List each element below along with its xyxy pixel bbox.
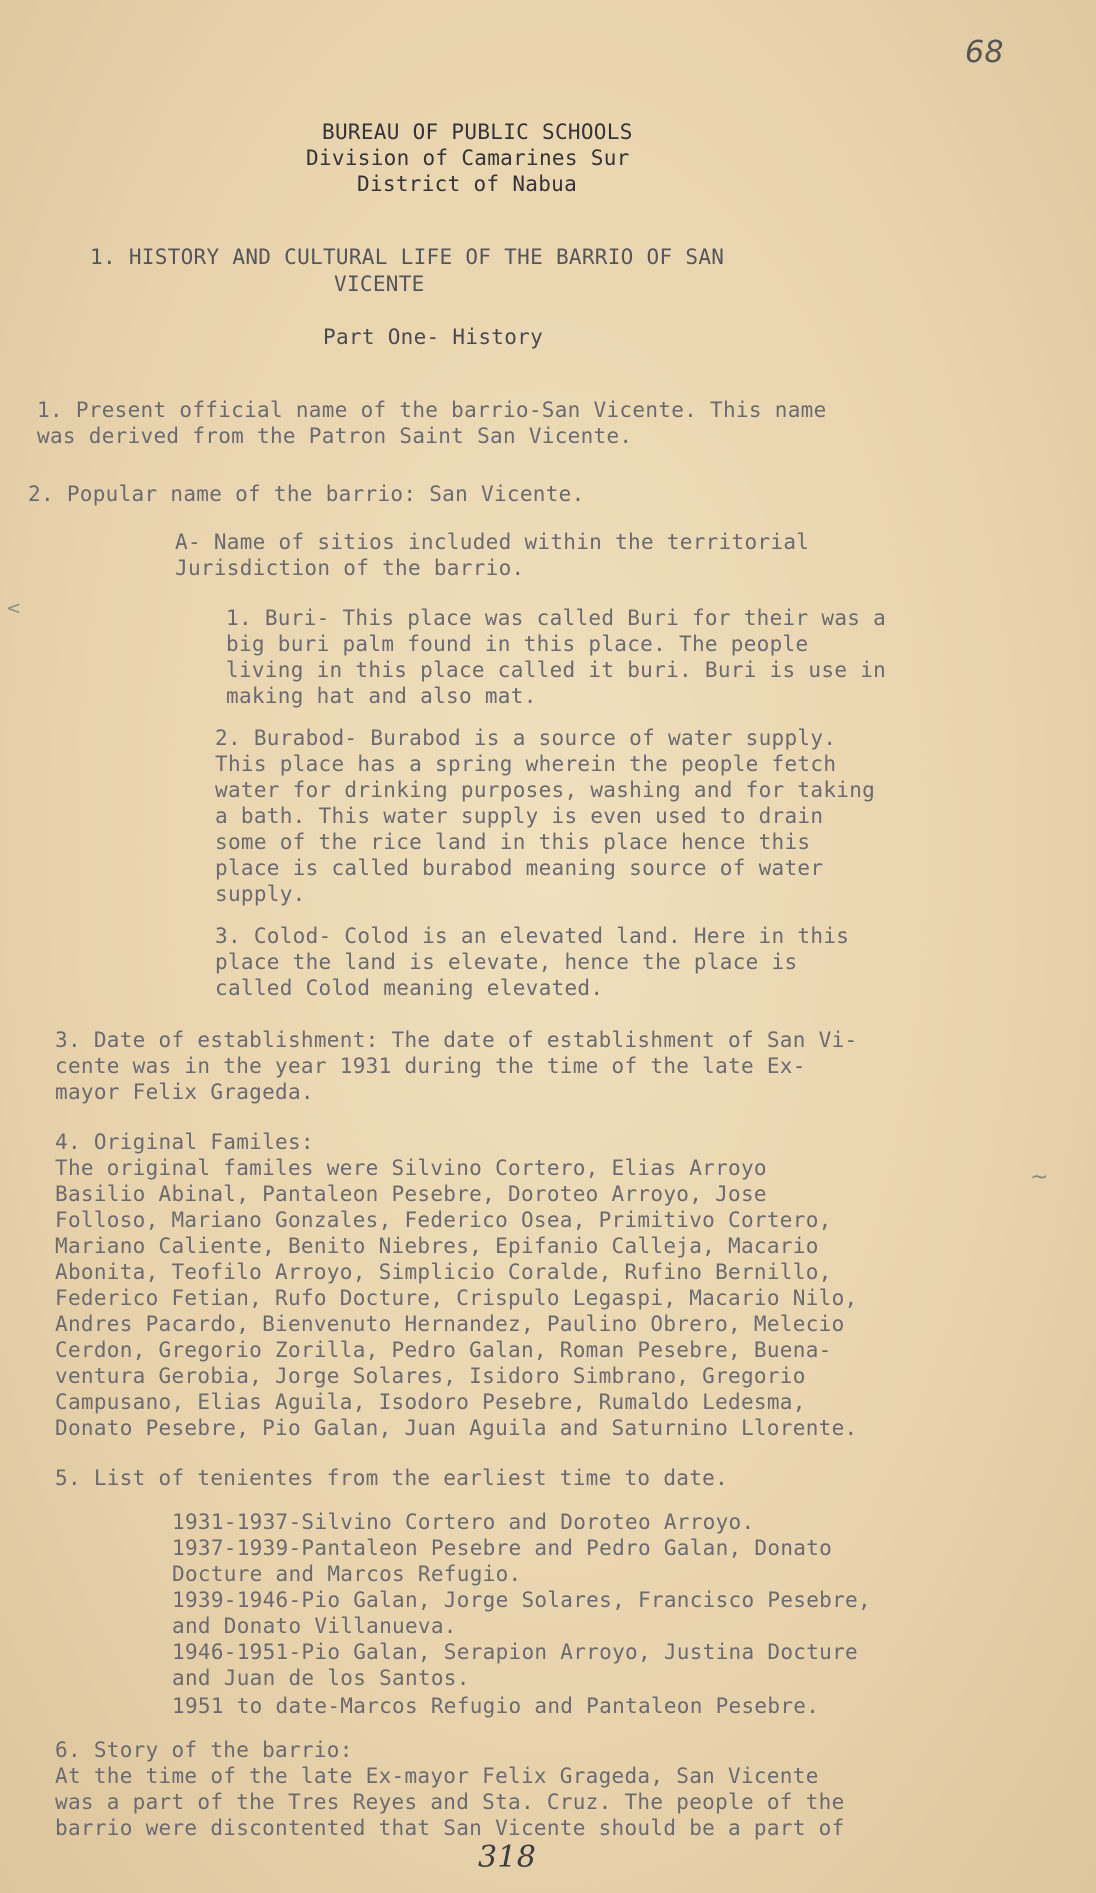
item3-line: 3. Date of establishment: The date of establishment of San Vi- bbox=[55, 1028, 858, 1052]
sitio1-line: living in this place called it buri. Buri is use in bbox=[226, 658, 887, 682]
item4-line: Donato Pesebre, Pio Galan, Juan Aguila and Saturnino Llorente. bbox=[55, 1416, 858, 1440]
item1-line: was derived from the Patron Saint San Vicente. bbox=[37, 424, 633, 448]
item2-line: 2. Popular name of the barrio: San Vicente. bbox=[28, 482, 585, 506]
sitio1-line: big buri palm found in this place. The people bbox=[226, 632, 809, 656]
item5-line: and Juan de los Santos. bbox=[172, 1666, 470, 1690]
margin-tick-mark: < bbox=[6, 598, 22, 619]
item6-heading: 6. Story of the barrio: bbox=[55, 1738, 353, 1762]
item4-line: The original familes were Silvino Cortero, Elias Arroyo bbox=[55, 1156, 767, 1180]
header-division: Division of Camarines Sur bbox=[306, 146, 630, 170]
item4-line: Federico Fetian, Rufo Docture, Crispulo Legaspi, Macario Nilo, bbox=[55, 1286, 858, 1310]
item1-line: 1. Present official name of the barrio-San Vicente. This name bbox=[37, 398, 827, 422]
sitio3-line: 3. Colod- Colod is an elevated land. Here in this bbox=[215, 924, 850, 948]
item5-line: 1951 to date-Marcos Refugio and Pantaleon Pesebre. bbox=[172, 1694, 820, 1718]
page-number: 68 bbox=[965, 35, 1004, 70]
sitio2-line: a bath. This water supply is even used to drain bbox=[215, 804, 824, 828]
sitio1-line: 1. Buri- This place was called Buri for their was a bbox=[226, 606, 887, 630]
title-line-1: 1. HISTORY AND CULTURAL LIFE OF THE BARRIO OF SAN bbox=[90, 245, 725, 269]
sitio2-line: place is called burabod meaning source of water bbox=[215, 856, 824, 880]
item4-line: Andres Pacardo, Bienvenuto Hernandez, Paulino Obrero, Melecio bbox=[55, 1312, 845, 1336]
sitio2-line: some of the rice land in this place hence this bbox=[215, 830, 811, 854]
sitio2-line: This place has a spring wherein the people fetch bbox=[215, 752, 837, 776]
item4-line: Mariano Caliente, Benito Niebres, Epifanio Calleja, Macario bbox=[55, 1234, 819, 1258]
sitio2-line: water for drinking purposes, washing and for taking bbox=[215, 778, 876, 802]
item3-line: cente was in the year 1931 during the time of the late Ex- bbox=[55, 1054, 806, 1078]
header-bureau: BUREAU OF PUBLIC SCHOOLS bbox=[322, 120, 633, 144]
sitio2-line: supply. bbox=[215, 882, 306, 906]
item5-line: and Donato Villanueva. bbox=[172, 1614, 457, 1638]
sitio3-line: called Colod meaning elevated. bbox=[215, 976, 604, 1000]
item6-line: barrio were discontented that San Vicente should be a part of bbox=[55, 1816, 845, 1840]
item2a-line: Jurisdiction of the barrio. bbox=[175, 556, 525, 580]
margin-tick-mark: ~ bbox=[1030, 1165, 1049, 1190]
item5-heading: 5. List of tenientes from the earliest time to date. bbox=[55, 1466, 729, 1490]
title-line-2: VICENTE bbox=[334, 272, 425, 296]
item6-line: At the time of the late Ex-mayor Felix Grageda, San Vicente bbox=[55, 1764, 819, 1788]
item3-line: mayor Felix Grageda. bbox=[55, 1080, 314, 1104]
item4-heading: 4. Original Familes: bbox=[55, 1130, 314, 1154]
item5-line: 1931-1937-Silvino Cortero and Doroteo Arroyo. bbox=[172, 1510, 755, 1534]
item4-line: ventura Gerobia, Jorge Solares, Isidoro Simbrano, Gregorio bbox=[55, 1364, 806, 1388]
item5-line: Docture and Marcos Refugio. bbox=[172, 1562, 522, 1586]
item5-line: 1939-1946-Pio Galan, Jorge Solares, Francisco Pesebre, bbox=[172, 1588, 871, 1612]
item2a-line: A- Name of sitios included within the territorial bbox=[175, 530, 810, 554]
sitio1-line: making hat and also mat. bbox=[226, 684, 537, 708]
item6-line: was a part of the Tres Reyes and Sta. Cruz. The people of the bbox=[55, 1790, 845, 1814]
item4-line: Abonita, Teofilo Arroyo, Simplicio Coralde, Rufino Bernillo, bbox=[55, 1260, 832, 1284]
item4-line: Basilio Abinal, Pantaleon Pesebre, Doroteo Arroyo, Jose bbox=[55, 1182, 767, 1206]
item5-line: 1937-1939-Pantaleon Pesebre and Pedro Galan, Donato bbox=[172, 1536, 833, 1560]
header-district: District of Nabua bbox=[357, 172, 578, 196]
item4-line: Folloso, Mariano Gonzales, Federico Osea, Primitivo Cortero, bbox=[55, 1208, 832, 1232]
item4-line: Cerdon, Gregorio Zorilla, Pedro Galan, Roman Pesebre, Buena- bbox=[55, 1338, 832, 1362]
item5-line: 1946-1951-Pio Galan, Serapion Arroyo, Justina Docture bbox=[172, 1640, 858, 1664]
part-heading: Part One- History bbox=[323, 325, 544, 349]
sitio3-line: place the land is elevate, hence the place is bbox=[215, 950, 798, 974]
handwritten-page-number: 318 bbox=[478, 1840, 537, 1875]
sitio2-line: 2. Burabod- Burabod is a source of water supply. bbox=[215, 726, 837, 750]
item4-line: Campusano, Elias Aguila, Isodoro Pesebre, Rumaldo Ledesma, bbox=[55, 1390, 806, 1414]
